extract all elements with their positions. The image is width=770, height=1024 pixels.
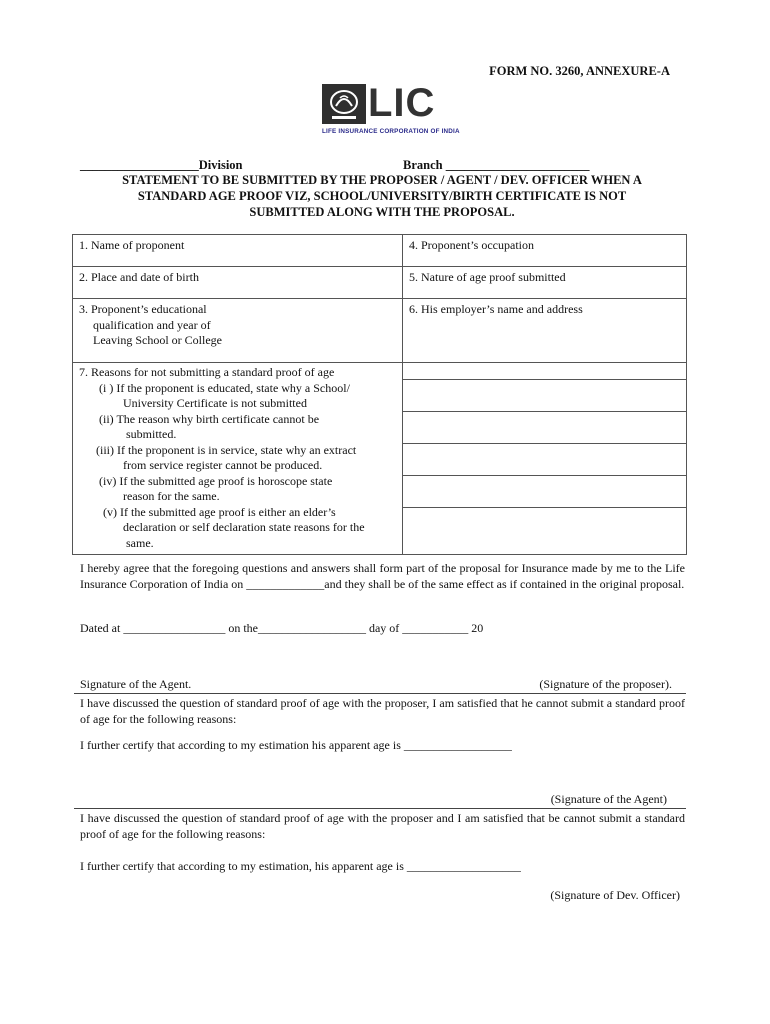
title-line: STATEMENT TO BE SUBMITTED BY THE PROPOSER / AGENT / DEV. OFFICER WHEN A — [122, 173, 642, 187]
statement-title — [80, 172, 684, 220]
field-label: 5. Nature of age proof submitted — [409, 270, 566, 284]
field-label: 4. Proponent’s occupation — [409, 238, 534, 252]
place-date-of-birth-cell[interactable] — [73, 267, 403, 299]
lic-emblem-icon — [322, 84, 366, 124]
answer-field-iii[interactable] — [403, 444, 686, 476]
field-label: Leaving School or College — [93, 333, 222, 347]
answer-spacer — [403, 363, 686, 380]
proposal-details-table — [72, 234, 687, 555]
reason-item: (iv) If the submitted age proof is horoscope state — [99, 473, 333, 488]
branch-field: Branch _______________________ — [403, 158, 590, 172]
answer-field-i[interactable] — [403, 380, 686, 412]
division-field: ___________________Division — [80, 158, 243, 172]
agent-statement: I have discussed the question of standard proof of age with the proposer, I am satisfied that he cannot submit a standard proof of age for the following reasons: — [80, 696, 685, 726]
reason-item-cont: declaration or self declaration state reasons for the — [123, 520, 365, 534]
agent-signature: (Signature of the Agent) — [550, 792, 667, 806]
devofficer-certify-line: I further certify that according to my estimation, his apparent age is ___________________ — [80, 859, 521, 873]
field-label: qualification and year of — [93, 317, 211, 332]
reasons-cell — [73, 363, 403, 555]
reason-item-cont: University Certificate is not submitted — [123, 396, 307, 410]
agent-signature-label: Signature of the Agent. — [80, 677, 192, 691]
devofficer-signature: (Signature of Dev. Officer) — [550, 888, 680, 902]
form-number: FORM NO. 3260, ANNEXURE-A — [489, 64, 670, 78]
answer-field-iv[interactable] — [403, 476, 686, 508]
answer-field-v[interactable] — [403, 508, 686, 554]
dated-line: Dated at _________________ on the__________________ day of ___________ 20 — [80, 621, 484, 635]
reason-item: (v) If the submitted age proof is either an elder’s — [103, 504, 336, 519]
reason-item-cont: reason for the same. — [123, 489, 220, 503]
field-label: 6. His employer’s name and address — [409, 302, 583, 316]
title-line: STANDARD AGE PROOF VIZ, SCHOOL/UNIVERSITY/BIRTH CERTIFICATE IS NOT — [137, 189, 627, 203]
logo-text: LIC — [368, 81, 436, 125]
reason-item-cont: submitted. — [126, 427, 177, 441]
reason-item-cont: same. — [126, 535, 154, 550]
reason-item: (i ) If the proponent is educated, state why a School/ — [99, 380, 350, 395]
field-label: 3. Proponent’s educational — [79, 302, 207, 316]
reason-item: (ii) The reason why birth certificate cannot be — [99, 411, 320, 426]
agreement-paragraph: I hereby agree that the foregoing questions and answers shall form part of the proposal for Insurance made by me to the Life Insurance Corporation of India on _____________and they shall be of the same effect as if contained in the original proposal. — [80, 561, 685, 591]
occupation-cell[interactable] — [403, 235, 687, 267]
reasons-heading: 7. Reasons for not submitting a standard proof of age — [79, 365, 335, 379]
field-label: 1. Name of proponent — [79, 238, 185, 252]
field-label: 2. Place and date of birth — [79, 270, 199, 284]
employer-name-address-cell[interactable] — [403, 299, 687, 363]
proposer-signature-label: (Signature of the proposer). — [539, 677, 672, 691]
name-of-proponent-cell[interactable] — [73, 235, 403, 267]
divider — [74, 808, 686, 809]
divider — [74, 693, 686, 694]
answer-field-ii[interactable] — [403, 412, 686, 444]
division-branch-line — [80, 158, 690, 172]
age-proof-nature-cell[interactable] — [403, 267, 687, 299]
educational-qualification-cell[interactable] — [73, 299, 403, 363]
logo-subtitle: LIFE INSURANCE CORPORATION OF INDIA — [322, 128, 460, 135]
reason-item: (iii) If the proponent is in service, state why an extract — [96, 442, 357, 457]
agent-certify-line: I further certify that according to my estimation his apparent age is __________________ — [80, 738, 512, 752]
signature-row-1 — [80, 677, 685, 693]
reasons-answers-cell — [403, 363, 687, 555]
reason-item-cont: from service register cannot be produced. — [123, 458, 323, 472]
title-line: SUBMITTED ALONG WITH THE PROPOSAL. — [249, 205, 515, 219]
devofficer-statement: I have discussed the question of standard proof of age with the proposer and I am satisfied that be cannot submit a standard proof of age for the following reasons: — [80, 811, 685, 841]
